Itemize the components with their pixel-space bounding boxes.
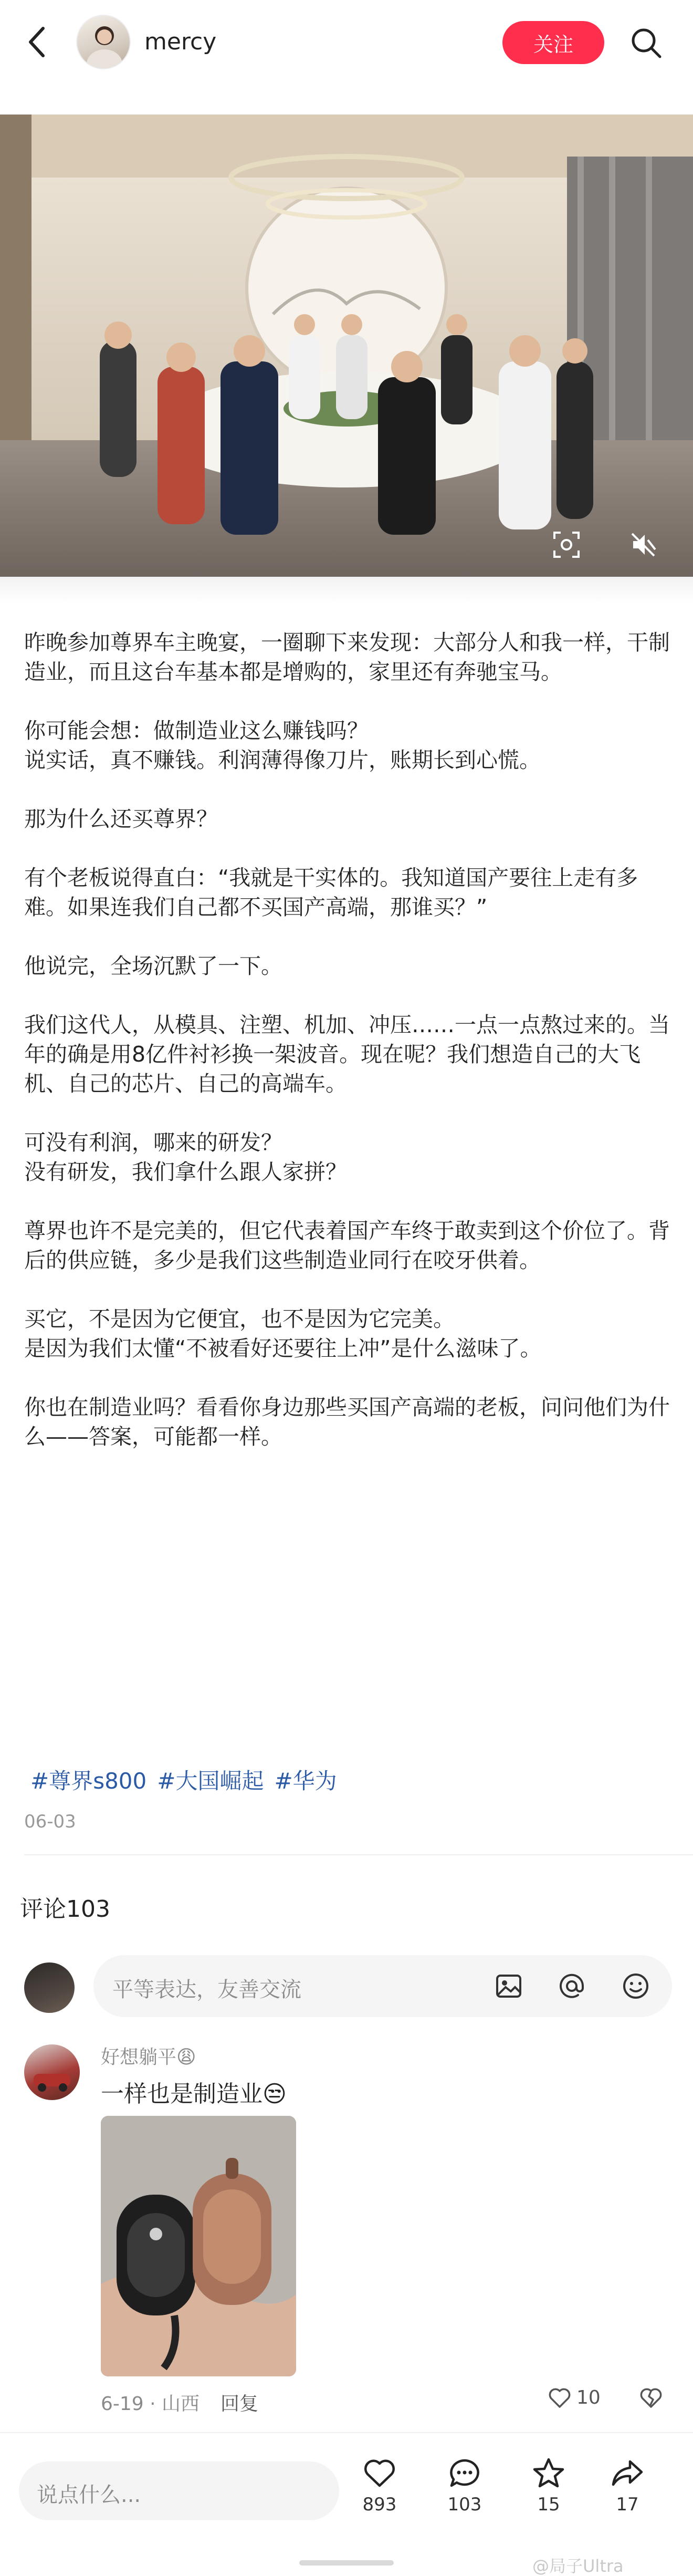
comment-like-count: 10 — [576, 2386, 601, 2408]
post-paragraph: 你也在制造业吗？看看你身边那些买国产高端的老板，问问他们为什么——答案，可能都一样。 — [24, 1395, 670, 1449]
at-icon — [557, 1971, 586, 2001]
author-avatar[interactable] — [76, 15, 131, 69]
bottom-action-bar — [0, 2432, 693, 2576]
like-count: 893 — [362, 2494, 397, 2515]
watermark: @局子Ultra — [532, 2556, 624, 2576]
image-button[interactable] — [491, 1969, 526, 2003]
zoom-button[interactable] — [548, 526, 585, 563]
divider — [24, 1854, 693, 1855]
chat-bubble-icon — [447, 2457, 482, 2489]
post-paragraph: 我们这代人，从模具、注塑、机加、冲压……一点一点熬过来的。当年的确是用8亿件衬衫换一架波音。现在呢？我们想造自己的大飞机、自己的芯片、自己的高端车。 — [24, 1012, 670, 1096]
banquet-photo-illustration — [0, 115, 693, 577]
comment-like-button[interactable] — [547, 2385, 601, 2410]
follow-button[interactable]: 关注 — [502, 21, 604, 64]
scan-icon — [552, 531, 581, 559]
comment-text-emoji: 😒 — [262, 2081, 287, 2107]
comment-dislike-button[interactable] — [638, 2385, 664, 2412]
hashtag-link[interactable]: #华为 — [274, 1768, 337, 1794]
post-paragraph: 昨晚参加尊界车主晚宴，一圈聊下来发现：大部分人和我一样，干制造业，而且这台车基本都是增购的，家里还有奔驰宝马。 — [24, 630, 670, 684]
share-arrow-icon — [610, 2457, 645, 2489]
post-paragraph: 可没有利润，哪来的研发？ 没有研发，我们拿什么跟人家拼？ — [24, 1130, 347, 1185]
reply-button[interactable]: 回复 — [220, 2393, 259, 2415]
collect-button[interactable] — [520, 2457, 578, 2515]
post-body — [24, 628, 670, 1481]
car-keys-photo-illustration — [101, 2116, 296, 2376]
author-name[interactable]: mercy — [144, 28, 217, 55]
star-count: 15 — [537, 2494, 560, 2515]
comment-image[interactable] — [101, 2116, 296, 2376]
hashtag-link[interactable]: #大国崛起 — [157, 1768, 264, 1794]
comment-count: 评论103 — [20, 1896, 110, 1923]
search-button[interactable] — [627, 24, 665, 62]
star-icon — [531, 2457, 566, 2489]
search-icon — [629, 26, 663, 60]
share-count: 17 — [616, 2494, 639, 2515]
post-paragraph: 你可能会想：做制造业这么赚钱吗？ 说实话，真不赚钱。利润薄得像刀片，账期长到心慌。 — [24, 718, 541, 773]
back-button[interactable] — [21, 23, 52, 61]
post-paragraph: 有个老板说得直白：“我就是干实体的。我知道国产要往上走有多难。如果连我们自己都不买国产高端，那谁买？” — [24, 865, 638, 920]
commenter-name[interactable] — [101, 2042, 196, 2069]
comments-button[interactable] — [436, 2457, 494, 2515]
post-paragraph: 那为什么还买尊界？ — [24, 806, 218, 832]
post-paragraph: 买它，不是因为它便宜，也不是因为它完美。 是因为我们太懂“不被看好还要往上冲”是什么滋味了。 — [24, 1306, 542, 1361]
photo-footer-shadow — [0, 577, 693, 604]
hashtag-list — [30, 1764, 337, 1795]
comment-meta — [101, 2389, 258, 2416]
emoji-button[interactable] — [618, 1969, 653, 2003]
chevron-left-icon — [26, 25, 47, 59]
my-avatar — [24, 1962, 75, 2013]
bottom-comment-input[interactable] — [19, 2461, 339, 2520]
comment-text-content: 一样也是制造业 — [101, 2081, 262, 2107]
post-paragraph: 他说完，全场沉默了一下。 — [24, 953, 282, 979]
comment-text — [101, 2075, 287, 2108]
comment-input[interactable] — [93, 1955, 672, 2017]
broken-heart-icon — [638, 2385, 664, 2410]
bottom-input-placeholder: 说点什么... — [37, 2483, 141, 2507]
heart-icon — [362, 2457, 397, 2489]
speaker-muted-icon — [629, 531, 657, 559]
commenter-name-emoji: 😩 — [176, 2047, 196, 2068]
like-button[interactable] — [351, 2457, 408, 2515]
smiley-icon — [621, 1971, 650, 2001]
comment-date-location: 6-19 · 山西 — [101, 2393, 200, 2415]
mention-button[interactable] — [554, 1969, 589, 2003]
mute-button[interactable] — [625, 526, 662, 563]
home-indicator[interactable] — [299, 2560, 394, 2565]
post-date: 06-03 — [24, 1811, 76, 1832]
comment-input-placeholder: 平等表达，友善交流 — [112, 1978, 301, 2002]
hashtag-link[interactable]: #尊界s800 — [30, 1768, 147, 1794]
commenter-avatar[interactable] — [24, 2044, 80, 2100]
post-paragraph: 尊界也许不是完美的，但它代表着国产车终于敢卖到这个价位了。背后的供应链，多少是我们这些制造业同行在咬牙供着。 — [24, 1218, 670, 1273]
top-bar — [0, 0, 693, 84]
commenter-name-text: 好想躺平 — [101, 2047, 177, 2068]
heart-icon — [547, 2385, 572, 2410]
comment-count-bottom: 103 — [447, 2494, 482, 2515]
post-photo[interactable] — [0, 115, 693, 577]
image-icon — [494, 1971, 523, 2001]
share-button[interactable] — [598, 2457, 656, 2515]
